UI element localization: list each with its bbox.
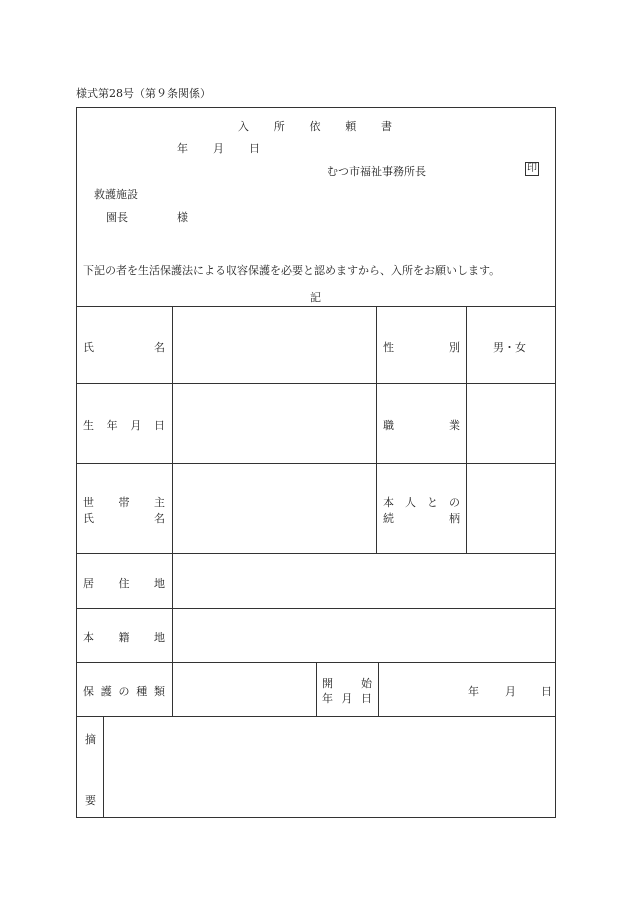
divider (172, 306, 173, 716)
summary-label-2: 要 (85, 794, 96, 807)
divider (376, 306, 377, 553)
facility-name: 救護施設 (94, 188, 138, 201)
relation-label: 本 人 と の (383, 496, 460, 509)
divider (76, 716, 556, 717)
occupation-label: 職 業 (383, 419, 460, 432)
date-day: 日 (249, 142, 260, 155)
household-head-name-label: 氏 名 (83, 512, 165, 525)
honorific: 様 (177, 211, 188, 224)
start-date-label: 開 始 (322, 677, 372, 690)
ki-label: 記 (310, 291, 321, 304)
divider (76, 306, 556, 307)
divider (316, 662, 317, 716)
date-month: 月 (213, 142, 224, 155)
divider (466, 306, 467, 553)
protection-type-label: 保 護 の 種 類 (83, 685, 165, 698)
director-title: 園長 (106, 211, 128, 224)
divider (76, 608, 556, 609)
relation-label-line2: 続 柄 (383, 512, 460, 525)
sender: むつ市福祉事務所長 (327, 165, 426, 178)
divider (76, 383, 556, 384)
household-head-label: 世 帯 主 (83, 496, 165, 509)
seal-mark: 印 (527, 163, 537, 174)
residence-label: 居 住 地 (83, 577, 165, 590)
divider (378, 662, 379, 716)
start-day: 日 (541, 685, 552, 698)
domicile-label: 本 籍 地 (83, 631, 165, 644)
form-number: 様式第28号（第９条関係） (76, 87, 211, 100)
document-title: 入 所 依 頼 書 (238, 120, 392, 133)
divider (76, 553, 556, 554)
start-year: 年 (468, 685, 479, 698)
date-year: 年 (177, 142, 188, 155)
request-text: 下記の者を生活保護法による収容保護を必要と認めますから、入所をお願いします。 (83, 264, 501, 277)
divider (76, 463, 556, 464)
name-label: 氏 名 (83, 341, 165, 354)
start-month: 月 (505, 685, 516, 698)
sex-label: 性 別 (383, 341, 460, 354)
birthdate-label: 生 年 月 日 (83, 419, 165, 432)
divider (103, 716, 104, 818)
summary-label: 摘 (85, 733, 96, 746)
start-date-label-line2: 年 月 日 (322, 692, 372, 705)
sex-value: 男・女 (493, 341, 526, 354)
